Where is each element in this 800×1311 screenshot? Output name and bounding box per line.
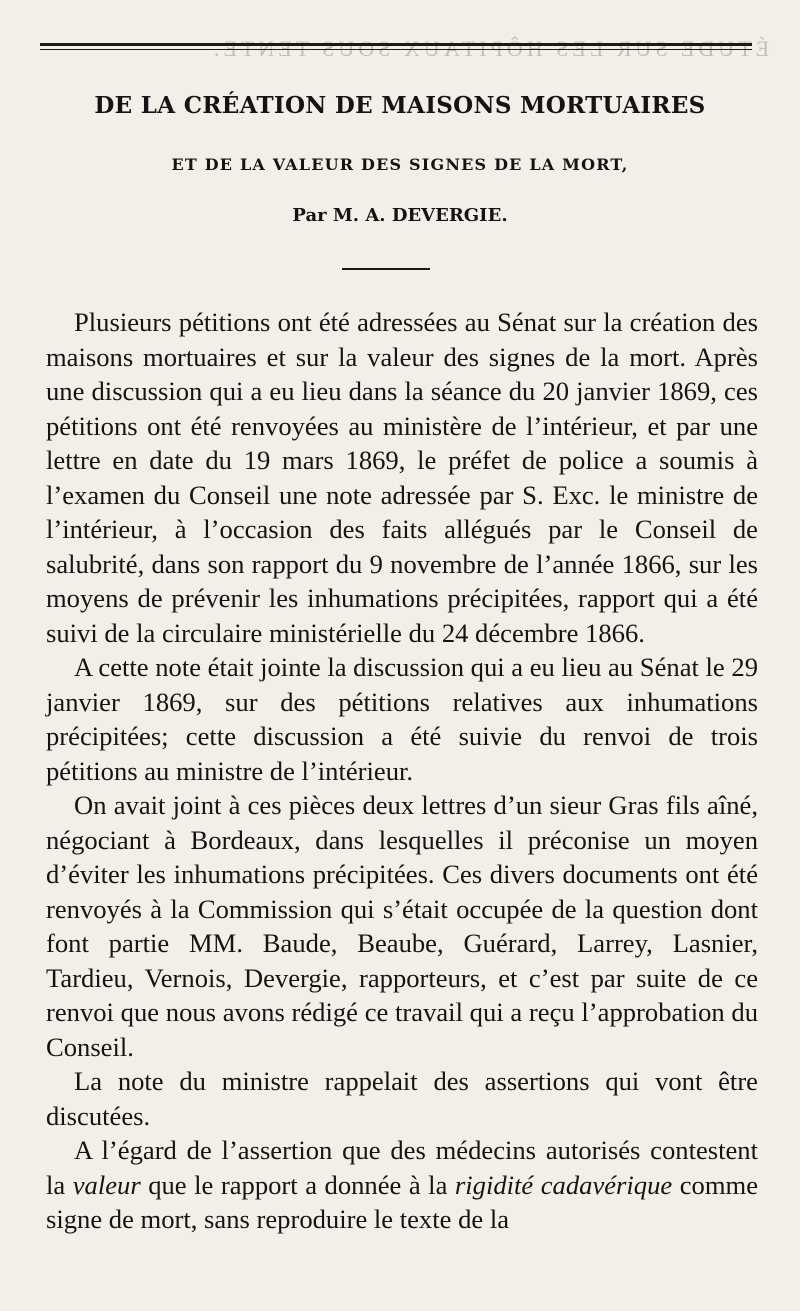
bleed-through-text: ÉTUDE SUR LES HÔPITAUX SOUS TENTE.: [210, 36, 770, 61]
paragraph-5-part-2: que le rapport a donnée à la: [140, 1169, 455, 1200]
paragraph-5: [46, 1133, 758, 1237]
article-body: [46, 305, 758, 1237]
paragraph-1: Plusieurs pétitions ont été adressées au Sénat sur la création des maisons mortuaires et sur la valeur des signes de la mort. Après une discussion qui a eu lieu dans la séance du 20 janvier 1869, ces pétitions ont été renvoyées au ministère de l’intérieur, et par une lettre en date du 19 mars 1869, le préfet de police a soumis à l’examen du Conseil une note adressée par S. Exc. le ministre de l’intérieur, à l’occasion des faits allégués par le Conseil de salubrité, dans son rapport du 9 novembre de l’année 1866, sur les moyens de prévenir les inhumations précipitées, rapport qui a été suivi de la circulaire ministérielle du 24 décembre 1866.: [46, 307, 758, 648]
paragraph-5-part-3: comme signe de mort, sans reproduire le texte de la: [46, 1169, 759, 1234]
paragraph-2: A cette note était jointe la discussion qui a eu lieu au Sénat le 29 janvier 1869, sur des pétitions relatives aux inhumations précipitées; cette discussion a été suivie du renvoi de trois pétitions au ministre de l’intérieur.: [46, 652, 758, 786]
paragraph-4: La note du ministre rappelait des assertions qui vont être discutées.: [46, 1066, 758, 1131]
paragraph-5-part-1: A l’égard de l’assertion que des médecins autorisés contestent la: [46, 1135, 758, 1200]
article-author: Par M. A. DEVERGIE.: [292, 205, 508, 226]
paragraph-5-italic-1: valeur: [72, 1169, 141, 1200]
paragraph-5-italic-2: rigidité cadavérique: [454, 1169, 673, 1200]
section-divider: [342, 268, 430, 270]
article-title: DE LA CRÉATION DE MAISONS MORTUAIRES: [94, 92, 706, 119]
article-subtitle: ET DE LA VALEUR DES SIGNES DE LA MORT,: [171, 155, 629, 174]
header-rule-thick: [40, 43, 752, 46]
header-rule-thin: [40, 49, 752, 50]
paragraph-3: On avait joint à ces pièces deux lettres d’un sieur Gras fils aîné, négociant à Bordeaux, dans lesquelles il préconise un moyen d’éviter les inhumations précipitées. Ces divers documents ont été renvoyés à la Commission qui s’était occupée de la question dont font partie MM. Baude, Beaube, Guérard, Larrey, Lasnier, Tardieu, Vernois, Devergie, rapporteurs, et c’est par suite de ce renvoi que nous avons rédigé ce travail qui a reçu l’approbation du Conseil.: [46, 790, 758, 1062]
